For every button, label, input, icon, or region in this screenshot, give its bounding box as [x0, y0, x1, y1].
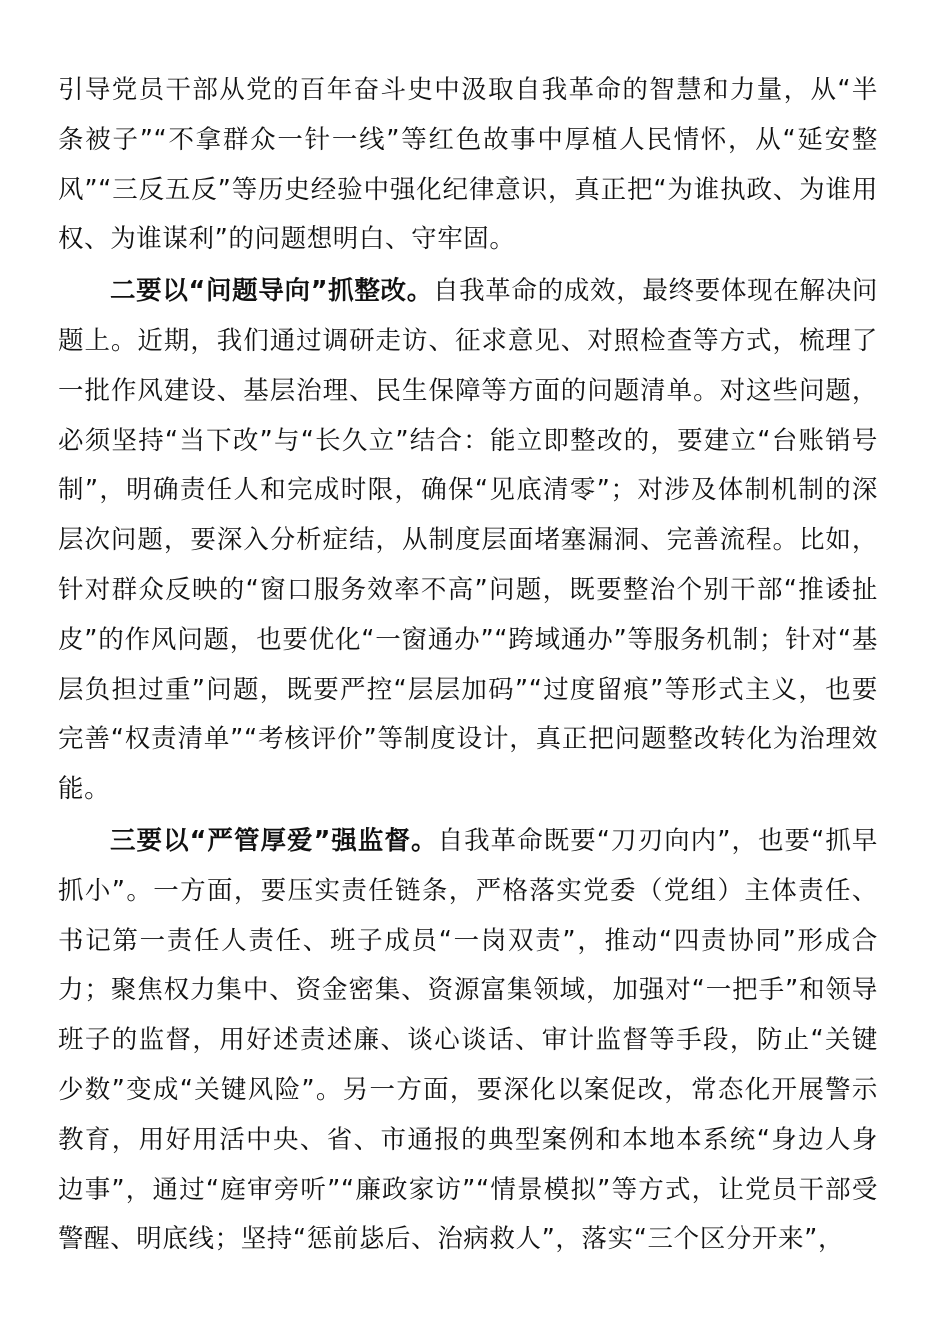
paragraph-lead-heading: 三要以“严管厚爱”强监督。	[110, 825, 438, 856]
paragraph-text: 自我革命既要“刀刃向内”，也要“抓早抓小”。一方面，要压实责任链条，严格落实党委（党组）主体责任、书记第一责任人责任、班子成员“一岗双责”，推动“四责协同”形成合力；聚焦权力集中、资金密集、资源富集领域，加强对“一把手”和领导班子的监督，用好述责述廉、谈心谈话、审计监督等手段，防止“关键少数”变成“关键风险”。另一方面，要深化以案促改，常态化开展警示教育，用好用活中央、省、市通报的典型案例和本地本系统“身边人身边事”，通过“庭审旁听”“廉政家访”“情景模拟”等方式，让党员干部受警醒、明底线；坚持“惩前毖后、治病救人”，落实“三个区分开来”，	[58, 825, 878, 1255]
paragraph-continuation	[58, 66, 878, 265]
paragraph-text: 自我革命的成效，最终要体现在解决问题上。近期，我们通过调研走访、征求意见、对照检查等方式，梳理了一批作风建设、基层治理、民生保障等方面的问题清单。对这些问题，必须坚持“当下改”与“长久立”结合：能立即整改的，要建立“台账销号制”，明确责任人和完成时限，确保“见底清零”；对涉及体制机制的深层次问题，要深入分析症结，从制度层面堵塞漏洞、完善流程。比如，针对群众反映的“窗口服务效率不高”问题，既要整治个别干部“推诿扯皮”的作风问题，也要优化“一窗通办”“跨域通办”等服务机制；针对“基层负担过重”问题，既要严控“层层加码”“过度留痕”等形式主义，也要完善“权责清单”“考核评价”等制度设计，真正把问题整改转化为治理效能。	[58, 276, 879, 805]
paragraph-lead-heading: 二要以“问题导向”抓整改。	[110, 276, 433, 307]
paragraph-supervision	[58, 817, 878, 1265]
paragraph-text: 引导党员干部从党的百年奋斗史中汲取自我革命的智慧和力量，从“半条被子”“不拿群众一针一线”等红色故事中厚植人民情怀，从“延安整风”“三反五反”等历史经验中强化纪律意识，真正把“为谁执政、为谁用权、为谁谋利”的问题想明白、守牢固。	[58, 75, 878, 255]
paragraph-rectification	[58, 267, 878, 815]
document-page	[58, 66, 878, 1265]
